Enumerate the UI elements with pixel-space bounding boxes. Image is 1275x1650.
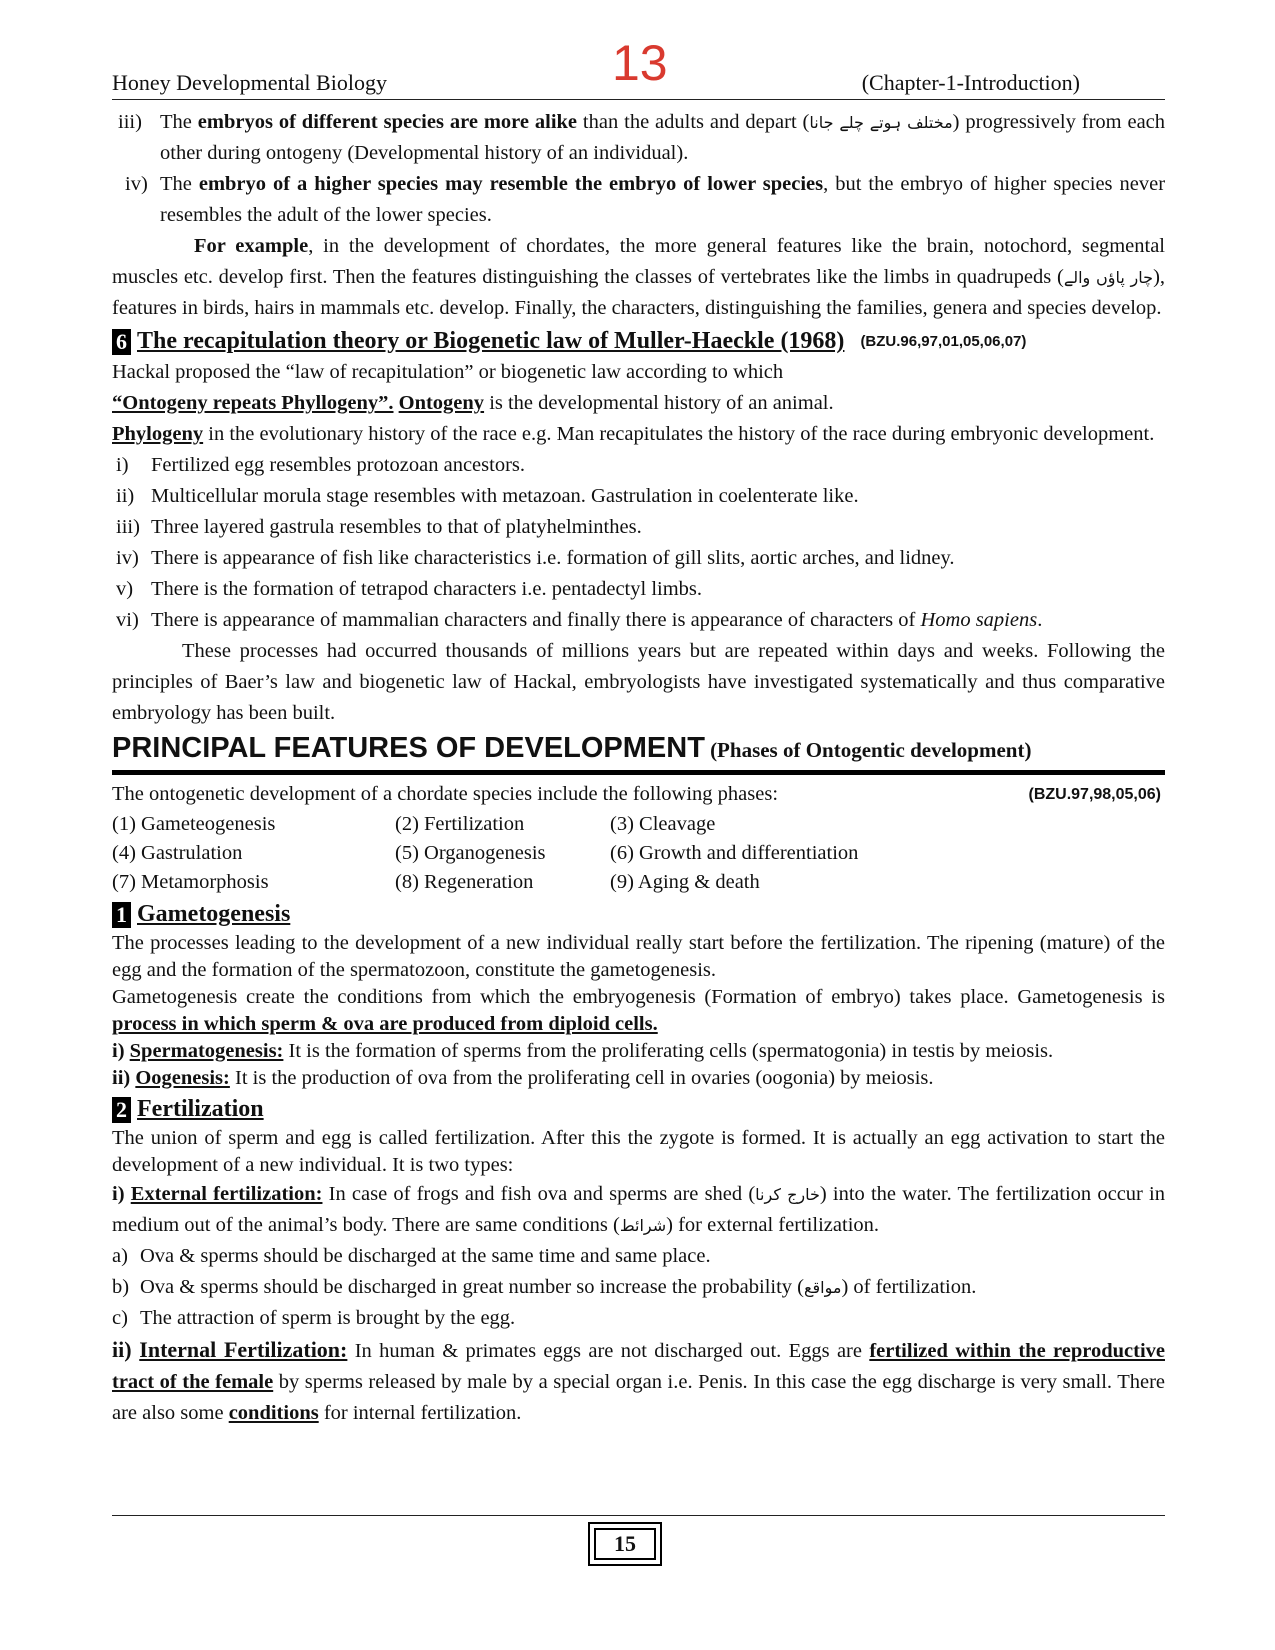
urdu-text: چار پاؤں والے	[1063, 268, 1154, 287]
list-number: iii)	[118, 111, 142, 133]
phase-item: (3) Cleavage	[610, 813, 716, 835]
text: There is appearance of mammalian characters and finally there is appearance of characters of	[151, 609, 921, 631]
list-number: ii)	[112, 1337, 140, 1362]
list-item	[112, 481, 1165, 512]
urdu-text: خارج کرنا	[755, 1185, 820, 1204]
heading-rule	[112, 770, 1165, 775]
gametogenesis-p1: The processes leading to the development of a new individual really start before the fertilization. The ripening (mature) of the egg and the formation of the spermatozoon, constitute the gametogenesis.	[112, 932, 1165, 981]
text: ) for external fertilization.	[666, 1214, 880, 1236]
bold-text: embryos of different species are more alike	[197, 111, 578, 133]
text: ) of fertilization.	[841, 1276, 977, 1298]
urdu-text: شرائط	[619, 1216, 667, 1235]
page-number-top: 13	[612, 35, 668, 91]
list-number: vi)	[116, 609, 139, 631]
gametogenesis-body	[112, 930, 1165, 1092]
list-text: There is the formation of tetrapod characters i.e. pentadectyl limbs.	[151, 578, 703, 600]
list-number: ii)	[116, 485, 135, 507]
text: In human & primates eggs are not discharged out. Eggs are	[347, 1340, 870, 1362]
bold-text: Phylogeny	[112, 423, 204, 445]
principal-heading	[112, 731, 1165, 768]
recap-list	[112, 450, 1165, 636]
text: The	[160, 111, 198, 133]
list-number: iii)	[116, 516, 140, 538]
text: .	[1037, 609, 1043, 631]
bold-text: process in which sperm & ova are produced from diploid cells.	[112, 1013, 658, 1035]
list-text: Three layered gastrula resembles to that of platyhelminthes.	[151, 516, 642, 538]
list-number: a)	[112, 1245, 128, 1267]
list-item	[112, 450, 1165, 481]
oogenesis-line	[112, 1065, 1165, 1092]
list-number: i)	[112, 1183, 131, 1205]
header-book-title: Honey Developmental Biology	[112, 70, 387, 95]
heading-subtitle: (Phases of Ontogentic development)	[710, 738, 1032, 762]
text: by sperms released by male by a special organ i.e. Penis. In this case the egg discharge is very small. There are also some	[112, 1371, 1166, 1424]
term-label: Spermatogenesis:	[129, 1040, 284, 1062]
list-text	[140, 1272, 976, 1303]
list-number: iv)	[116, 547, 139, 569]
principal-intro-row	[112, 779, 1165, 810]
condition-b	[112, 1272, 1165, 1303]
italic-text: Homo sapiens	[920, 609, 1038, 631]
fertilization-intro	[112, 1125, 1165, 1179]
list-text: Multicellular morula stage resembles with metazoan. Gastrulation in coelenterate like.	[151, 485, 859, 507]
exam-reference: (BZU.96,97,01,05,06,07)	[860, 333, 1027, 350]
internal-fertilization	[112, 1334, 1165, 1429]
text: It is the formation of sperms from the proliferating cells (spermatogonia) in testis by meiosis.	[283, 1040, 1054, 1062]
page-number-bottom: 15	[594, 1528, 656, 1560]
section-number: 6	[112, 329, 131, 355]
fertilization-body	[112, 1179, 1165, 1429]
text: In case of frogs and fish ova and sperms are shed (	[322, 1183, 756, 1205]
bold-text: Ontogeny	[398, 392, 485, 414]
list-number: v)	[116, 578, 134, 600]
term-label: Internal Fertilization:	[139, 1337, 348, 1362]
phase-item: (5) Organogenesis	[395, 842, 546, 864]
phase-item: (2) Fertilization	[395, 813, 525, 835]
list-text	[151, 605, 1042, 636]
list-item-iii	[112, 107, 1165, 169]
recap-ontogeny	[112, 388, 1165, 419]
example-paragraph	[112, 231, 1165, 324]
text: ) into the water. The fertilization occur in medium out of the animal’s body. There are same conditions (	[112, 1183, 1165, 1236]
section-2-heading	[112, 1094, 1165, 1125]
phase-item: (4) Gastrulation	[112, 842, 243, 864]
list-number: ii)	[112, 1067, 136, 1089]
list-item	[112, 605, 1165, 636]
section-number: 1	[112, 902, 131, 928]
urdu-text: مواقع	[804, 1278, 842, 1297]
recap-intro: Hackal proposed the “law of recapitulation” or biogenetic law according to which	[112, 361, 784, 383]
section-title: The recapitulation theory or Biogenetic law of Muller-Haeckle (1968)	[137, 328, 845, 354]
text: ), features in birds, hairs in mammals etc. develop. Finally, the characters, distinguishing the families, genera and species develop.	[112, 266, 1166, 319]
section-number: 2	[112, 1097, 131, 1123]
header-rule	[112, 99, 1165, 100]
list-text: Ova & sperms should be discharged at the same time and same place.	[140, 1245, 711, 1267]
text: is the developmental history of an animal.	[484, 392, 834, 414]
phases-grid	[112, 810, 1165, 897]
page-number-box	[588, 1522, 662, 1566]
header-chapter: (Chapter-1-Introduction)	[861, 70, 1080, 95]
list-number: i)	[116, 454, 129, 476]
text: in the evolutionary history of the race e.g. Man recapitulates the history of the race during embryonic development.	[203, 423, 1155, 445]
section-title: Fertilization	[137, 1096, 264, 1122]
section-title: Gametogenesis	[137, 901, 291, 927]
principal-intro: The ontogenetic development of a chordate species include the following phases:	[112, 783, 779, 805]
list-number: i)	[112, 1040, 130, 1062]
list-text: Fertilized egg resembles protozoan ancestors.	[151, 454, 525, 476]
text: ) progressively from each other during ontogeny (Developmental history of an individual).	[160, 111, 1166, 164]
list-number: iv)	[125, 173, 148, 195]
text: , but the embryo of higher species never resembles the adult of the lower species.	[160, 173, 1166, 226]
list-number: b)	[112, 1276, 130, 1298]
condition-c	[112, 1303, 1165, 1334]
list-item	[112, 512, 1165, 543]
text: Gametogenesis create the conditions from which the embryogenesis (Formation of embryo) takes place. Gametogenesis is	[112, 986, 1165, 1008]
list-number: c)	[112, 1307, 128, 1329]
section-1-heading	[112, 899, 1165, 930]
text: than the adults and depart (	[577, 111, 810, 133]
list-text: There is appearance of fish like characteristics i.e. formation of gill slits, aortic arches, and lidney.	[151, 547, 955, 569]
page-content	[112, 107, 1165, 1429]
spermatogenesis-line	[112, 1038, 1165, 1065]
external-fertilization	[112, 1179, 1165, 1241]
urdu-text: مختلف ہوتے چلے جانا	[809, 113, 953, 132]
bold-text: conditions	[228, 1402, 319, 1424]
list-text: The attraction of sperm is brought by the egg.	[140, 1307, 516, 1329]
recap-phylogeny	[112, 419, 1165, 450]
fertilization-p1: The union of sperm and egg is called fertilization. After this the zygote is formed. It is actually an egg activation to start the development of a new individual. It is two types:	[112, 1127, 1165, 1176]
phase-item: (1) Gameteogenesis	[112, 813, 276, 835]
heading-title: PRINCIPAL FEATURES OF DEVELOPMENT	[112, 732, 705, 764]
condition-a	[112, 1241, 1165, 1272]
section-6-heading	[112, 326, 1165, 357]
bold-text: For example	[194, 235, 309, 257]
recap-paragraph: These processes had occurred thousands of millions years but are repeated within days and weeks. Following the principles of Baer’s law and biogenetic law of Hackal, embryologists have investigated systematically and thus comparative embryology has been built.	[112, 640, 1165, 724]
phase-item: (8) Regeneration	[395, 871, 534, 893]
term-label: External fertilization:	[130, 1183, 323, 1205]
gametogenesis-p2	[112, 984, 1165, 1038]
text: for internal fertilization.	[318, 1402, 522, 1424]
bold-text: fertilized within the reproductive tract of the female	[112, 1340, 1165, 1393]
exam-reference: (BZU.97,98,05,06)	[1028, 786, 1161, 803]
footer-rule	[112, 1515, 1165, 1516]
text: , in the development of chordates, the more general features like the brain, notochord, segmental muscles etc. develop first. Then the features distinguishing the classes of vertebrates like the limbs in quadrupeds (	[112, 235, 1165, 288]
list-item	[112, 574, 1165, 605]
text: Ova & sperms should be discharged in great number so increase the probability (	[140, 1276, 804, 1298]
bold-text: embryo of a higher species may resemble the embryo of lower species	[198, 173, 824, 195]
phase-item: (7) Metamorphosis	[112, 871, 269, 893]
term-label: Oogenesis:	[135, 1067, 230, 1089]
bold-text: “Ontogeny repeats Phyllogeny”.	[112, 392, 394, 414]
phase-item: (6) Growth and differentiation	[610, 842, 859, 864]
text: It is the production of ova from the proliferating cell in ovaries (oogonia) by meiosis.	[229, 1067, 934, 1089]
list-item	[112, 543, 1165, 574]
phase-item: (9) Aging & death	[610, 871, 760, 893]
text: The	[160, 173, 199, 195]
list-item-iv	[112, 169, 1165, 231]
